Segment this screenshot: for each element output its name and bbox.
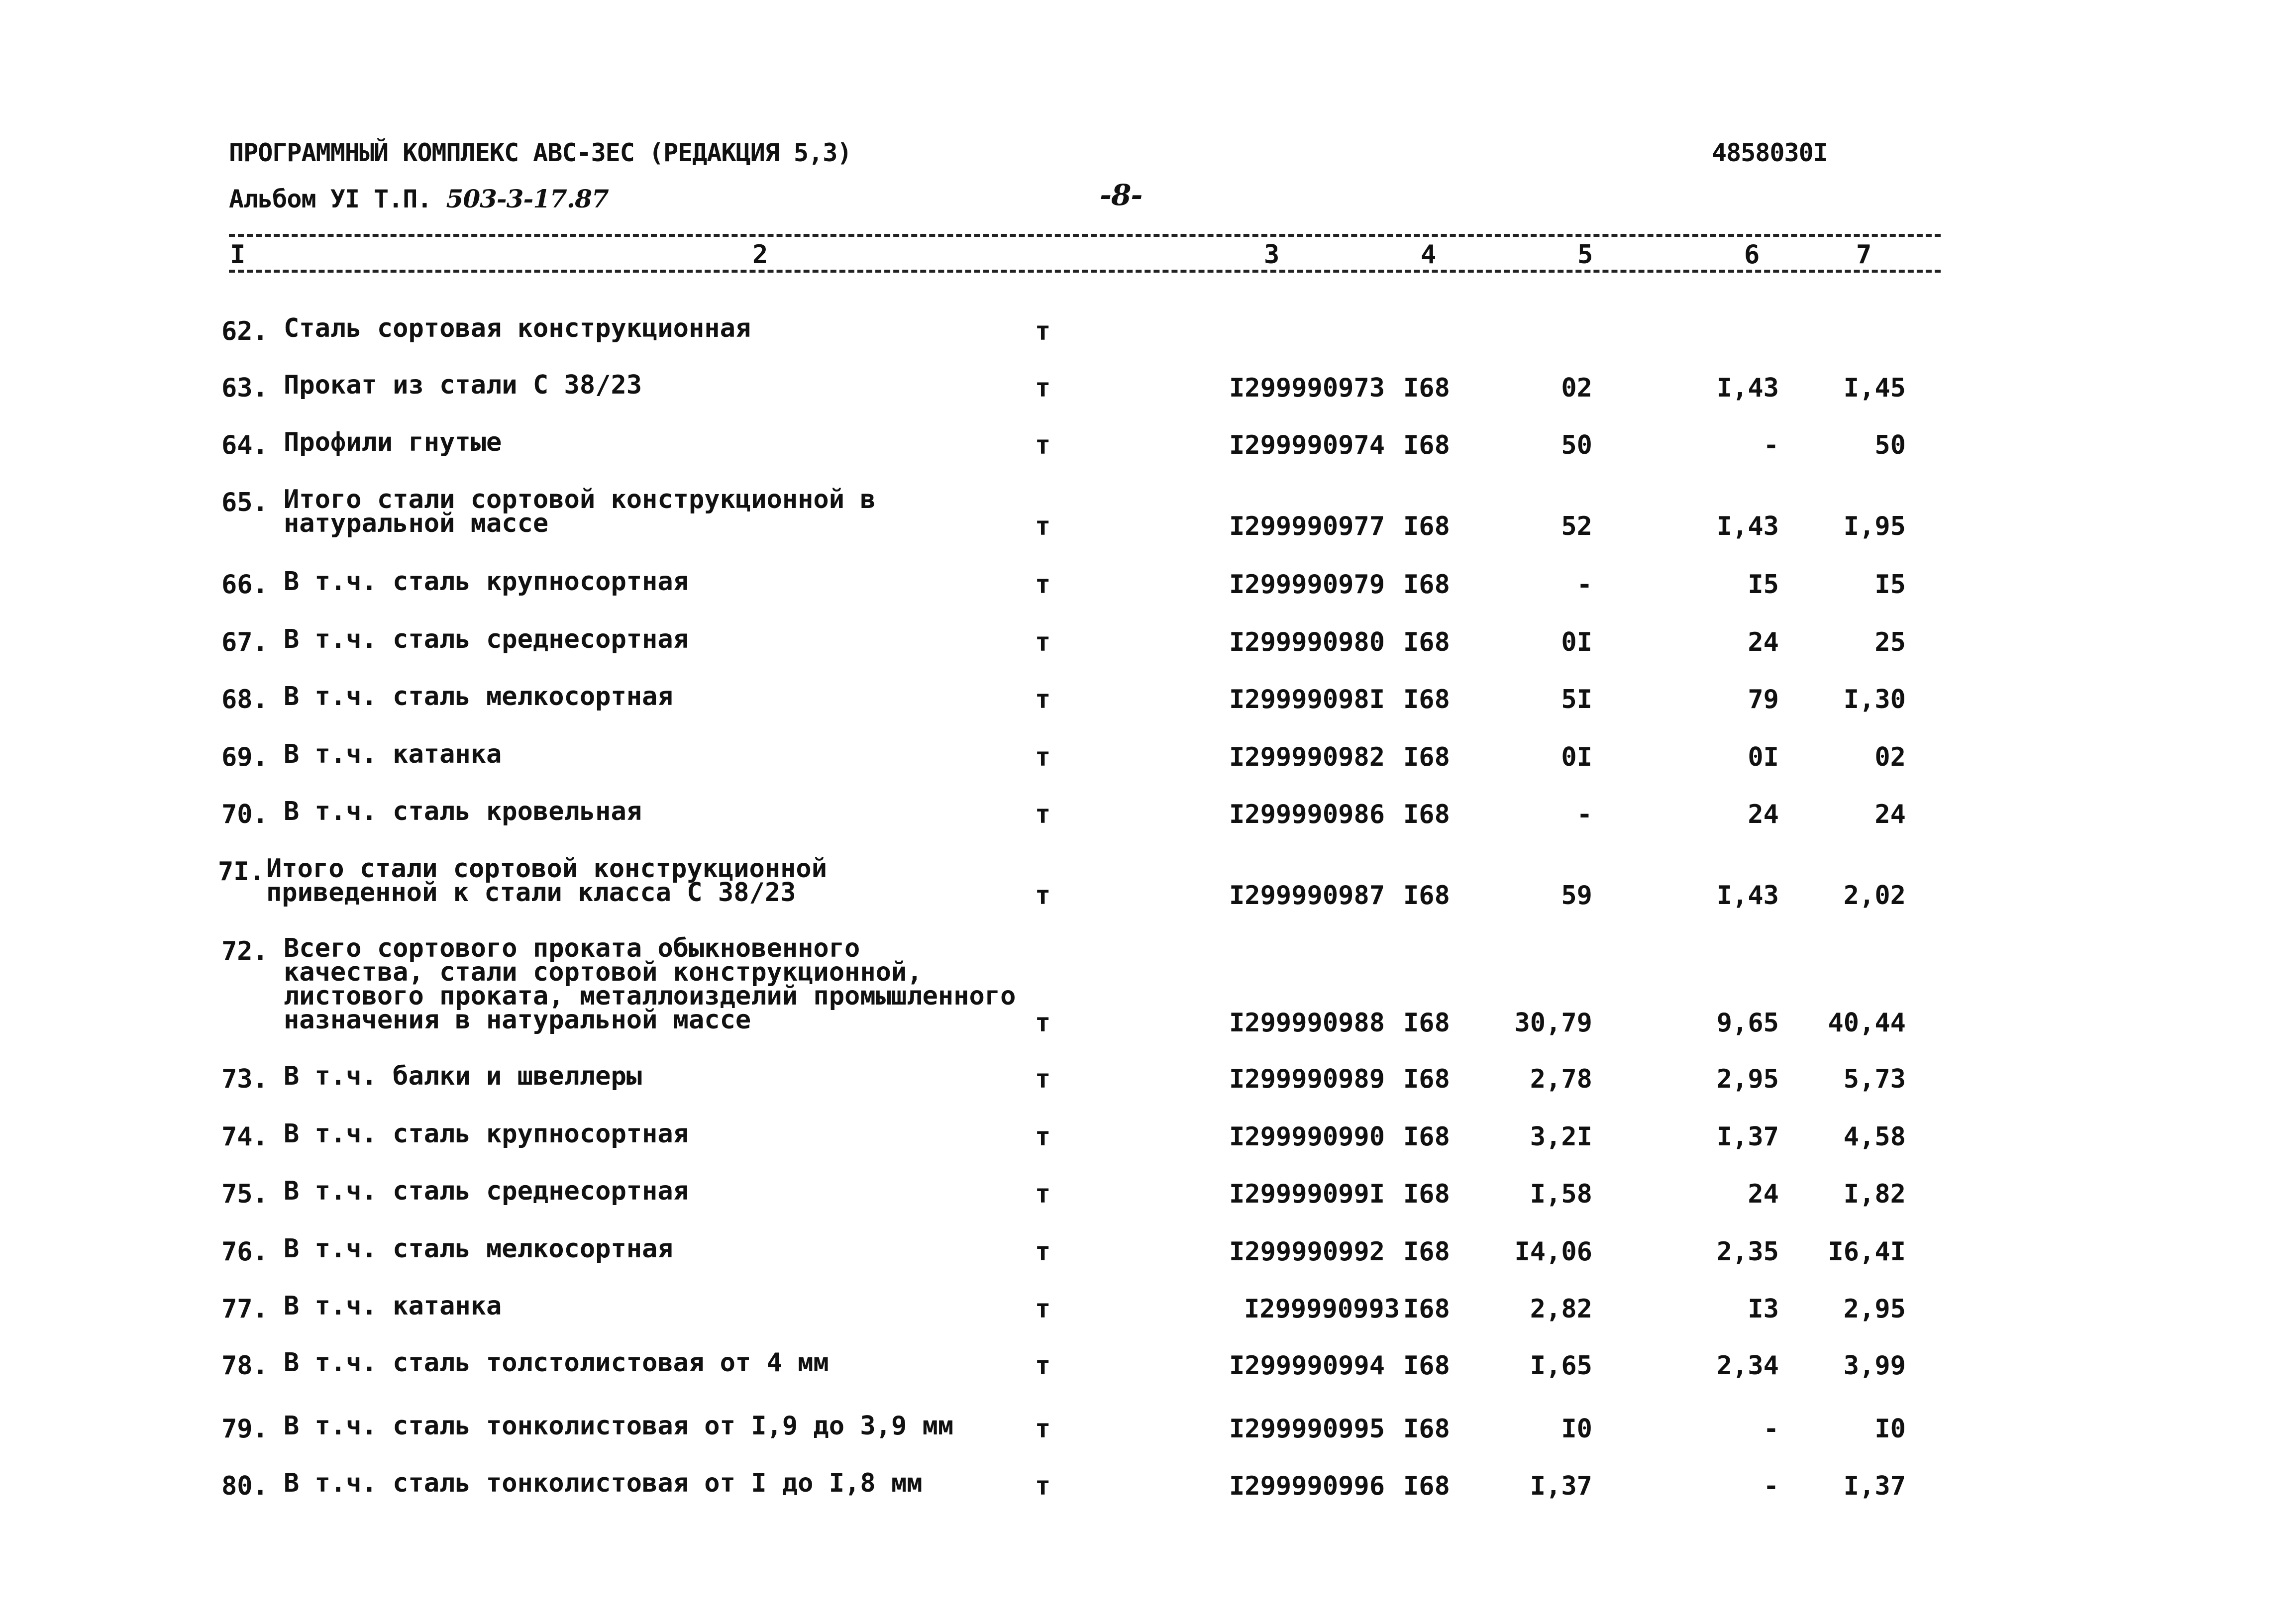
row-unit: т	[1035, 685, 1051, 714]
row-name: В т.ч. сталь тонколистовая от I до I,8 мм	[284, 1468, 923, 1498]
row-code: I299990977	[1229, 511, 1385, 541]
row-code: I29999098I	[1229, 685, 1385, 714]
row-name: Всего сортового проката обыкновенного качества, стали сортовой конструкционной, листового проката, металлоизделий промышленного назначения в натуральной массе	[284, 933, 1016, 1035]
row-col4: I68	[1403, 627, 1450, 657]
row-name: В т.ч. балки и швеллеры	[284, 1061, 642, 1091]
row-number: 72.	[221, 936, 268, 966]
row-col7: 02	[1874, 742, 1906, 772]
album-handwritten-number: 503-3-17.87	[446, 184, 609, 213]
row-col6: 2,34	[1716, 1351, 1779, 1381]
row-col7: 40,44	[1828, 1008, 1906, 1038]
row-unit: т	[1035, 570, 1051, 600]
row-number: 80.	[221, 1471, 268, 1501]
row-code: I299990996	[1229, 1471, 1385, 1501]
row-number: 77.	[221, 1294, 268, 1324]
column-number-4: 4	[1421, 240, 1437, 270]
row-col4: I68	[1403, 570, 1450, 600]
row-col7: 2,95	[1843, 1294, 1906, 1324]
row-code: I299990988	[1229, 1008, 1385, 1038]
row-number: 78.	[221, 1351, 268, 1381]
row-col4: I68	[1403, 430, 1450, 460]
row-col5: 3,2I	[1530, 1122, 1592, 1152]
row-col6: -	[1763, 1471, 1779, 1501]
row-col5: I4,06	[1514, 1237, 1592, 1267]
row-col6: 2,95	[1716, 1064, 1779, 1094]
row-number: 76.	[221, 1237, 268, 1267]
column-number-2: 2	[752, 240, 768, 270]
row-col6: 24	[1748, 800, 1779, 829]
row-col4: I68	[1403, 1179, 1450, 1209]
page-mark: -8-	[1100, 178, 1142, 212]
row-col5: 50	[1561, 430, 1592, 460]
row-number: 70.	[221, 800, 268, 829]
row-name: Сталь сортовая конструкционная	[284, 313, 751, 343]
column-number-6: 6	[1744, 240, 1760, 270]
row-col5: 2,82	[1530, 1294, 1592, 1324]
row-unit: т	[1035, 511, 1051, 541]
row-code: I299990974	[1229, 430, 1385, 460]
row-col5: 52	[1561, 511, 1592, 541]
row-col5: 59	[1561, 881, 1592, 911]
row-col6: I,43	[1716, 373, 1779, 403]
row-col7: I,45	[1843, 373, 1906, 403]
row-code: I29999099I	[1229, 1179, 1385, 1209]
row-col6: 9,65	[1716, 1008, 1779, 1038]
row-code: I299990987	[1229, 881, 1385, 911]
column-number-3: 3	[1264, 240, 1280, 270]
row-col4: I68	[1403, 1351, 1450, 1381]
row-col7: 5,73	[1843, 1064, 1906, 1094]
row-number: 75.	[221, 1179, 268, 1209]
album-line	[229, 184, 609, 213]
row-col5: 2,78	[1530, 1064, 1592, 1094]
program-title: ПРОГРАММНЫЙ КОМПЛЕКС АВС-3ЕС (РЕДАКЦИЯ 5,3)	[229, 138, 852, 167]
row-number: 7I.	[218, 857, 265, 887]
row-unit: т	[1035, 1122, 1051, 1152]
row-col7: I,37	[1843, 1471, 1906, 1501]
row-col5: I,37	[1530, 1471, 1592, 1501]
row-code: I299990993	[1244, 1294, 1400, 1324]
row-name: Итого стали сортовой конструкционной приведенной к стали класса С 38/23	[266, 854, 828, 908]
row-code: I299990989	[1229, 1064, 1385, 1094]
row-col5: -	[1576, 800, 1592, 829]
row-code: I299990994	[1229, 1351, 1385, 1381]
row-unit: т	[1035, 1179, 1051, 1209]
row-code: I299990980	[1229, 627, 1385, 657]
row-name: В т.ч. сталь среднесортная	[284, 624, 689, 654]
row-code: I299990979	[1229, 570, 1385, 600]
row-col4: I68	[1403, 1064, 1450, 1094]
row-unit: т	[1035, 1294, 1051, 1324]
row-col4: I68	[1403, 1471, 1450, 1501]
row-unit: т	[1035, 1008, 1051, 1038]
row-name: Профили гнутые	[284, 427, 502, 457]
row-col4: I68	[1403, 800, 1450, 829]
row-name: Итого стали сортовой конструкционной в натуральной массе	[284, 485, 876, 538]
row-col6: I3	[1748, 1294, 1779, 1324]
row-col7: 50	[1874, 430, 1906, 460]
row-name: В т.ч. сталь мелкосортная	[284, 1234, 673, 1264]
row-col7: 24	[1874, 800, 1906, 829]
row-col5: 0I	[1561, 627, 1592, 657]
row-col5: 5I	[1561, 685, 1592, 714]
row-unit: т	[1035, 1064, 1051, 1094]
row-name: В т.ч. сталь тонколистовая от I,9 до 3,9 мм	[284, 1411, 954, 1441]
row-col6: 0I	[1748, 742, 1779, 772]
row-name: В т.ч. сталь мелкосортная	[284, 682, 673, 711]
row-unit: т	[1035, 742, 1051, 772]
row-col7: I0	[1874, 1414, 1906, 1444]
row-col4: I68	[1403, 1294, 1450, 1324]
row-unit: т	[1035, 627, 1051, 657]
row-col4: I68	[1403, 1414, 1450, 1444]
row-code: I299990990	[1229, 1122, 1385, 1152]
row-name: В т.ч. сталь крупносортная	[284, 1119, 689, 1149]
row-code: I299990992	[1229, 1237, 1385, 1267]
row-col6: 24	[1748, 627, 1779, 657]
row-number: 68.	[221, 685, 268, 714]
row-col7: I,95	[1843, 511, 1906, 541]
row-col5: 30,79	[1514, 1008, 1592, 1038]
row-col4: I68	[1403, 373, 1450, 403]
row-unit: т	[1035, 373, 1051, 403]
row-col4: I68	[1403, 1237, 1450, 1267]
row-col4: I68	[1403, 511, 1450, 541]
row-col6: -	[1763, 430, 1779, 460]
row-col5: I,65	[1530, 1351, 1592, 1381]
column-number-7: 7	[1856, 240, 1872, 270]
row-number: 62.	[221, 316, 268, 346]
row-col7: 2,02	[1843, 881, 1906, 911]
document-number: 4858030I	[1712, 138, 1828, 167]
row-col6: I,43	[1716, 881, 1779, 911]
row-col4: I68	[1403, 1122, 1450, 1152]
row-col7: I,82	[1843, 1179, 1906, 1209]
row-number: 65.	[221, 488, 268, 517]
row-col6: I,37	[1716, 1122, 1779, 1152]
row-col6: -	[1763, 1414, 1779, 1444]
row-col4: I68	[1403, 742, 1450, 772]
row-col4: I68	[1403, 881, 1450, 911]
row-code: I299990982	[1229, 742, 1385, 772]
row-unit: т	[1035, 800, 1051, 829]
row-col7: 25	[1874, 627, 1906, 657]
row-col5: -	[1576, 570, 1592, 600]
row-unit: т	[1035, 1351, 1051, 1381]
row-unit: т	[1035, 430, 1051, 460]
album-prefix: Альбом УI Т.П.	[229, 185, 432, 213]
row-col6: I,43	[1716, 511, 1779, 541]
row-name: В т.ч. сталь толстолистовая от 4 мм	[284, 1348, 829, 1378]
header-rule-top	[229, 234, 1941, 237]
row-col4: I68	[1403, 1008, 1450, 1038]
column-number-5: 5	[1577, 240, 1593, 270]
row-name: В т.ч. сталь крупносортная	[284, 567, 689, 597]
row-unit: т	[1035, 881, 1051, 911]
row-name: В т.ч. катанка	[284, 739, 502, 769]
column-number-1: I	[230, 240, 246, 270]
row-col5: 02	[1561, 373, 1592, 403]
row-name: Прокат из стали С 38/23	[284, 370, 642, 400]
header-rule-bottom	[229, 270, 1941, 273]
row-col4: I68	[1403, 685, 1450, 714]
row-name: В т.ч. сталь среднесортная	[284, 1176, 689, 1206]
row-number: 74.	[221, 1122, 268, 1152]
row-code: I299990995	[1229, 1414, 1385, 1444]
row-col6: 79	[1748, 685, 1779, 714]
row-unit: т	[1035, 1471, 1051, 1501]
row-number: 66.	[221, 570, 268, 600]
row-col7: I5	[1874, 570, 1906, 600]
row-col5: I0	[1561, 1414, 1592, 1444]
row-name: В т.ч. катанка	[284, 1291, 502, 1321]
row-code: I299990986	[1229, 800, 1385, 829]
row-col7: 3,99	[1843, 1351, 1906, 1381]
row-unit: т	[1035, 1237, 1051, 1267]
row-col7: 4,58	[1843, 1122, 1906, 1152]
row-col7: I6,4I	[1828, 1237, 1906, 1267]
row-col6: I5	[1748, 570, 1779, 600]
row-unit: т	[1035, 1414, 1051, 1444]
row-number: 63.	[221, 373, 268, 403]
row-col7: I,30	[1843, 685, 1906, 714]
row-number: 67.	[221, 627, 268, 657]
row-col5: 0I	[1561, 742, 1592, 772]
row-col6: 24	[1748, 1179, 1779, 1209]
row-number: 79.	[221, 1414, 268, 1444]
row-name: В т.ч. сталь кровельная	[284, 797, 642, 826]
row-number: 69.	[221, 742, 268, 772]
row-number: 64.	[221, 430, 268, 460]
row-col5: I,58	[1530, 1179, 1592, 1209]
row-code: I299990973	[1229, 373, 1385, 403]
row-number: 73.	[221, 1064, 268, 1094]
row-unit: т	[1035, 316, 1051, 346]
row-col6: 2,35	[1716, 1237, 1779, 1267]
